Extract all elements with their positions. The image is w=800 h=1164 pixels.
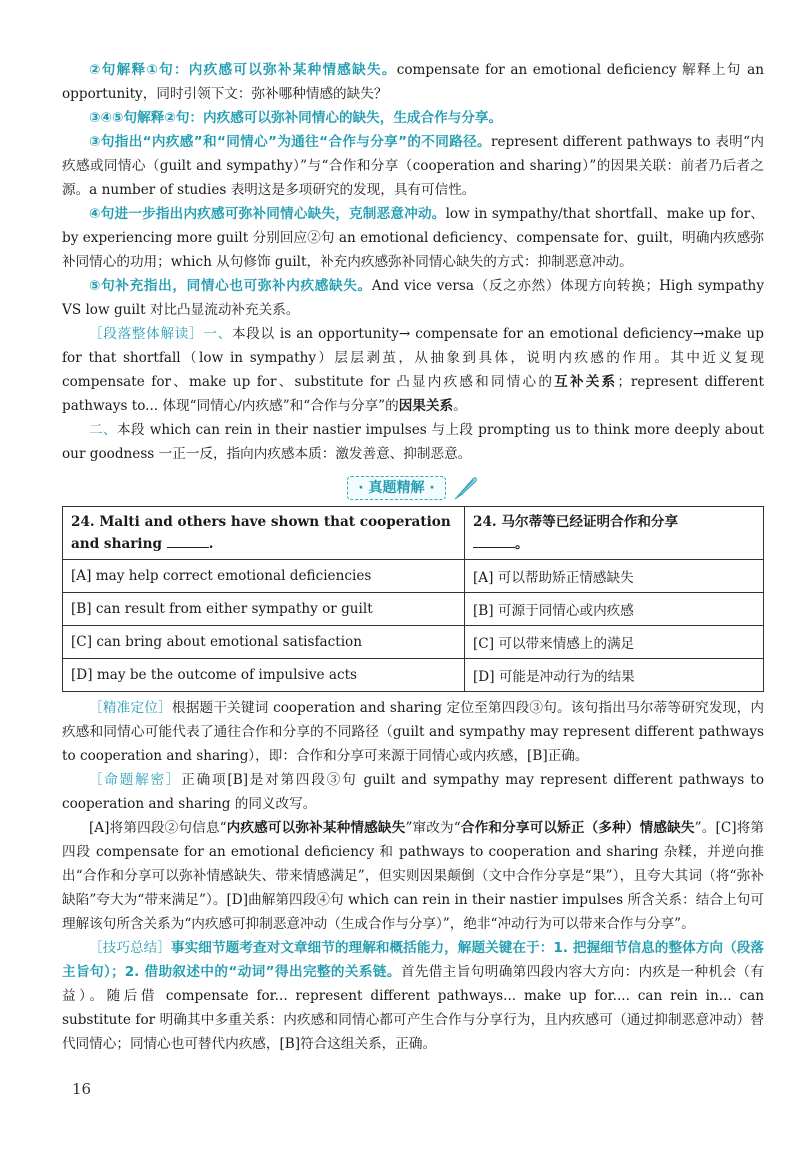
question-table: [62, 506, 764, 692]
section-banner-label: · 真题精解 ·: [347, 476, 445, 500]
question-stem-row: [63, 507, 764, 560]
wrong-options-text-3: ”。[C]将第四段 compensate for an emotional deficiency 和 pathways to cooperation and sharing 杂糅，并逆向推出“合作和分享可以弥补情感缺失、带来情感满足”，但实则因果颠倒（文中合作分享是“果”），且夸大其词（将“弥补缺陷”夸大为“带来满足”）。[D]曲解第四段④句 which can rein in their nastier impulses 所含关系：结合上句可理解该句所含关系为“内疚感可抑制恶意冲动（生成合作与分享）”，绝非“冲动行为可以带来合作与分享”。: [62, 820, 765, 932]
overall-reading-2: [62, 418, 764, 466]
overall-reading-text-2: 本段 which can rein in their nastier impulses 与上段 prompting us to think more deeply about our goodness 一正一反，指向内疚感本质：激发善意、抑制恶意。: [62, 422, 764, 462]
wrong-options-bold-2: 合作和分享可以矫正（多种）情感缺失: [460, 820, 695, 836]
overall-reading-end: 。: [453, 398, 467, 414]
analysis-s4-highlight: ④句进一步指出内疚感可弥补同情心缺失，克制恶意冲动。: [89, 206, 446, 222]
feather-pen-icon: [453, 474, 479, 500]
overall-reading-lead-1: 一、: [203, 326, 232, 342]
wrong-options-bold-1: 内疚感可以弥补某种情感缺失: [226, 820, 406, 836]
overall-reading-bold-1: 互补关系: [554, 374, 618, 390]
skill-summary-tag: ［技巧总结］: [89, 940, 171, 956]
analysis-s5-highlight: ⑤句补充指出，同情心也可弥补内疚感缺失。: [89, 278, 372, 294]
overall-reading-tag: ［段落整体解读］: [89, 326, 204, 342]
overall-reading-bold-2: 因果关系: [398, 398, 454, 414]
analysis-s3-highlight: ③句指出“内疚感”和“同情心”为通往“合作与分享”的不同路径。: [89, 134, 491, 150]
option-zh: [D] 可能是冲动行为的结果: [465, 659, 764, 692]
wrong-options-text-2: ”窜改为“: [405, 820, 461, 836]
answer-blank-en: [167, 535, 209, 548]
precise-location-text: 根据题干关键词 cooperation and sharing 定位至第四段③句。该句指出马尔蒂等研究发现，内疚感和同情心可能代表了通往合作和分享的不同路径（guilt and sympathy may represent different pathways to cooperation and sharing），即：合作和分享可来源于同情心或内疚感，[B]正确。: [62, 700, 765, 764]
wrong-options-text-1: [A]将第四段②句信息“: [89, 820, 227, 836]
option-zh: [C] 可以带来情感上的满足: [465, 626, 764, 659]
page-number: 16: [72, 1080, 92, 1098]
option-en: [D] may be the outcome of impulsive acts: [63, 659, 465, 692]
answer-blank-zh: [473, 535, 515, 548]
analysis-s345: [62, 106, 764, 130]
option-row: [63, 593, 764, 626]
option-zh: [B] 可源于同情心或内疚感: [465, 593, 764, 626]
skill-summary-text: 首先借主旨句明确第四段内容大方向：内疚是一种机会（有益）。随后借 compensate for... represent different pathways... make up for.... can rein in... can substitute for 明确其中多重关系：内疚感和同情心都可产生合作与分享行为，且内疚感可（通过抑制恶意冲动）替代同情心；同情心也可替代内疚感，[B]符合这组关系，正确。: [62, 964, 765, 1052]
option-en: [C] can bring about emotional satisfaction: [63, 626, 465, 659]
question-decode-text: 正确项[B]是对第四段③句 guilt and sympathy may represent different pathways to cooperation and sharing 的同义改写。: [62, 772, 765, 812]
question-decode-tag: ［命题解密］: [89, 772, 182, 788]
analysis-s4-text: low in sympathy/that shortfall、make up for、by experiencing more guilt 分别回应②句 an emotional deficiency、compensate for、guilt，明确内疚感弥补同情心的功用；which 从句修饰 guilt，补充内疚感弥补同情心缺失的方式：抑制恶意冲动。: [62, 206, 764, 270]
question-stem-en: [63, 507, 465, 560]
question-stem-en-end: .: [208, 536, 214, 552]
question-stem-zh-end: 。: [515, 536, 529, 552]
analysis-s4: [62, 202, 764, 274]
analysis-s345-highlight: ③④⑤句解释②句：内疚感可以弥补同情心的缺失，生成合作与分享。: [89, 110, 503, 126]
skill-summary: [62, 936, 764, 1056]
analysis-s2-text: compensate for an emotional deficiency 解释上句 an opportunity，同时引领下文：弥补哪种情感的缺失？: [62, 62, 764, 102]
analysis-s2-highlight: ②句解释①句：内疚感可以弥补某种情感缺失。: [89, 62, 397, 78]
option-zh: [A] 可以帮助矫正情感缺失: [465, 560, 764, 593]
question-stem-zh-text: 24. 马尔蒂等已经证明合作和分享: [473, 514, 679, 530]
analysis-s2: [62, 58, 764, 106]
skill-summary-highlight: 事实细节题考查对文章细节的理解和概括能力，解题关键在于：1. 把握细节信息的整体方向（段落主旨句）；2. 借助叙述中的“动词”得出完整的关系链。: [62, 940, 765, 980]
option-row: [63, 626, 764, 659]
option-row: [63, 659, 764, 692]
overall-reading-lead-2: 二、: [89, 422, 117, 438]
precise-location: [62, 696, 764, 768]
overall-reading-text-1: 本段以 is an opportunity→ compensate for an emotional deficiency→make up for that shortfall（low in sympathy）层层剥茧，从抽象到具体，说明内疚感的作用。其中近义复现 compensate for、make up for、substitute for 凸显内疚感和同情心的: [62, 326, 765, 390]
question-stem-en-text: 24. Malti and others have shown that cooperation and sharing: [71, 514, 451, 552]
option-row: [63, 560, 764, 593]
analysis-s3: [62, 130, 764, 202]
section-banner: [62, 474, 764, 500]
option-en: [A] may help correct emotional deficiencies: [63, 560, 465, 593]
overall-reading-mid: ；represent different pathways to... 体现“同情心/内疚感”和“合作与分享”的: [62, 374, 764, 414]
page-content: [62, 58, 764, 1056]
overall-reading-1: [62, 322, 764, 418]
analysis-s5-text: And vice versa（反之亦然）体现方向转换；High sympathy VS low guilt 对比凸显流动补充关系。: [62, 278, 764, 318]
analysis-s3-text: represent different pathways to 表明“内疚感或同情心（guilt and sympathy）”与“合作和分享（cooperation and sharing）”的因果关联：前者乃后者之源。a number of studies 表明这是多项研究的发现，具有可信性。: [62, 134, 764, 198]
precise-location-tag: ［精准定位］: [89, 700, 172, 716]
question-stem-zh: [465, 507, 764, 560]
wrong-options-analysis: [62, 816, 764, 936]
analysis-s5: [62, 274, 764, 322]
option-en: [B] can result from either sympathy or guilt: [63, 593, 465, 626]
question-decode: [62, 768, 764, 816]
